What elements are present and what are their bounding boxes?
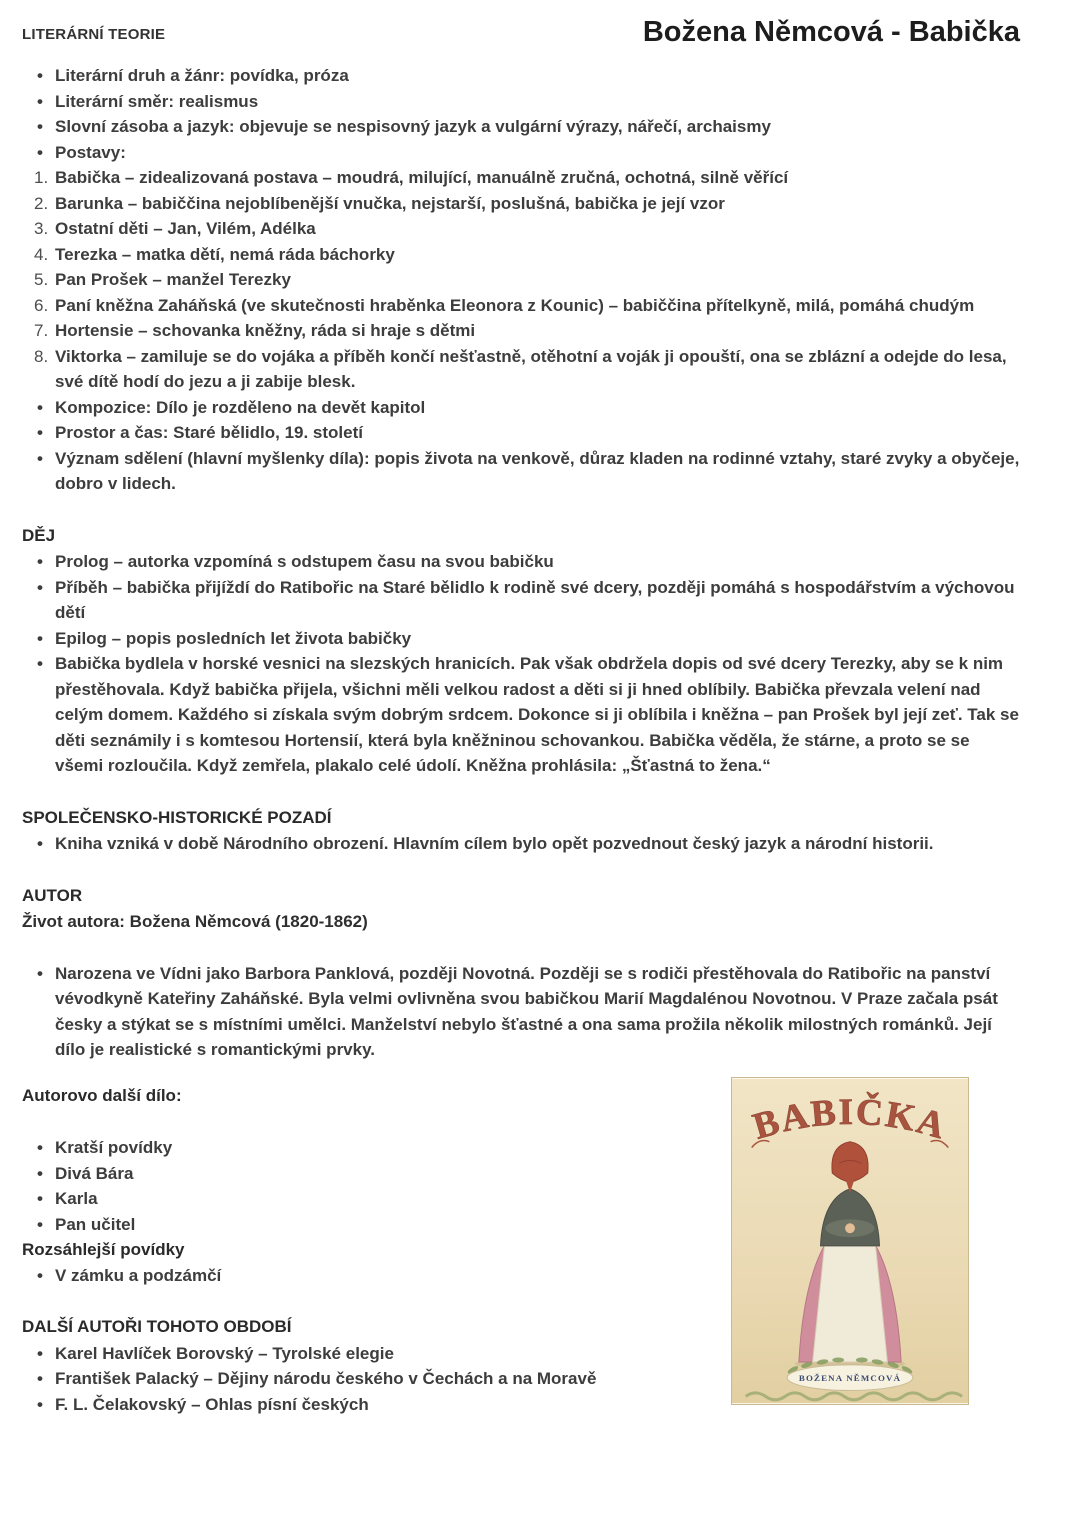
list-item: • Babička bydlela v horské vesnici na slezských hranicích. Pak však obdržela dopis od své dcery Terezky, aby se k nim přestěhovala. Když babička přijela, všichni měli velkou radost a děti si ji hned oblíbily. Babička převzala velení nad celým domem. Každého si získala svým dobrým srdcem. Dokonce si ji oblíbila i kněžna – pan Prošek byl její zeť. Tak se děti seznámily i s komtesou Hortensií, která byla kněžninou schovankou. Babička věděla, že stárne, a proto se se všemi rozloučila. Když zemřela, plakalo celé údolí. Kněžna prohlásila: „Šťastná to žena.“ [22, 651, 1020, 779]
numbered-item: Viktorka – zamiluje se do vojáka a příběh končí nešťastně, otěhotní a voják ji opouští, ona se zblázní a odejde do lesa, své dítě hodí do jezu a ji zabije blesk. [55, 346, 1007, 392]
list-item: • Prostor a čas: Staré bělidlo, 19. století [22, 420, 1020, 446]
list-item: • Prolog – autorka vzpomíná s odstupem času na svou babičku [22, 549, 1020, 575]
page-header [22, 16, 1020, 49]
teorie-bullet-list [22, 63, 1020, 165]
section-heading-dej: DĚJ [22, 525, 56, 545]
list-item: • V zámku a podzámčí [22, 1263, 1020, 1289]
teorie-bullet-list-bottom [22, 395, 1020, 497]
list-item: • Slovní zásoba a jazyk: objevuje se nespisovný jazyk a vulgární výrazy, nářečí, archaismy [22, 114, 1020, 140]
list-item: • Postavy: [22, 140, 1020, 166]
cover-author-text: BOŽENA NĚMCOVÁ [798, 1372, 902, 1383]
dilo-list [22, 1135, 1020, 1237]
numbered-item: Terezka – matka dětí, nemá ráda báchorky [55, 244, 395, 264]
list-item: • Význam sdělení (hlavní myšlenky díla): popis života na venkově, důraz kladen na rodinné vztahy, staré zvyky a obyčeje, dobro v lidech. [22, 446, 1020, 497]
list-item: • F. L. Čelakovský – Ohlas písní českých [22, 1392, 1020, 1418]
dilo-heading: Autorovo další dílo: [22, 1085, 182, 1105]
list-item: • Příběh – babička přijíždí do Ratibořic na Staré bělidlo k rodině své dcery, později pomáhá s hospodářstvím a výchovou dětí [22, 575, 1020, 626]
pozadi-bullet-list [22, 831, 1020, 857]
section-heading-dalsi: DALŠÍ AUTOŘI TOHOTO OBDOBÍ [22, 1317, 292, 1337]
dej-bullet-list [22, 549, 1020, 779]
list-item: • Divá Bára [22, 1161, 1020, 1187]
list-item: • Karel Havlíček Borovský – Tyrolské elegie [22, 1341, 1020, 1367]
numbered-item: Ostatní děti – Jan, Vilém, Adélka [55, 219, 316, 239]
dilo-sub-label: Rozsáhlejší povídky [22, 1240, 185, 1260]
numbered-item: Babička – zidealizovaná postava – moudrá, milující, manuálně zručná, ochotná, silně věřící [55, 168, 789, 188]
autor-subtitle: Život autora: Božena Němcová (1820-1862) [22, 912, 368, 932]
list-item: • Narozena ve Vídni jako Barbora Panklová, později Novotná. Později se s rodiči přestěhovala do Ratibořic na panství vévodkyně Kateřiny Zaháňské. Byla velmi ovlivněna svou babičkou Marií Magdalénou Novotnou. V Praze začala psát česky a stýkat se s místními umělci. Manželství nebylo šťastné a ona sama prožila několik milostných románků. Její dílo je realistické s romantickými prvky. [22, 961, 1020, 1063]
list-item: • Literární směr: realismus [22, 89, 1020, 115]
page-title: Božena Němcová - Babička [642, 16, 1020, 48]
list-item: • František Palacký – Dějiny národu českého v Čechách a na Moravě [22, 1366, 1020, 1392]
dalsi-bullet-list [22, 1341, 1020, 1418]
list-item: • Kniha vzniká v době Národního obrození. Hlavním cílem bylo opět pozvednout český jazyk a národní historii. [22, 831, 1020, 857]
section-heading-pozadi: SPOLEČENSKO-HISTORICKÉ POZADÍ [22, 807, 332, 827]
bottom-section [22, 1083, 1020, 1443]
list-item: • Kompozice: Dílo je rozděleno na devět kapitol [22, 395, 1020, 421]
list-item: • Pan učitel [22, 1212, 1020, 1238]
section-label: LITERÁRNÍ TEORIE [22, 26, 166, 43]
numbered-item: Hortensie – schovanka kněžny, ráda si hraje s dětmi [55, 321, 476, 341]
numbered-item: Paní kněžna Zaháňská (ve skutečnosti hraběnka Eleonora z Kounic) – babiččina přítelkyně, milá, pomáhá chudým [55, 295, 975, 315]
cover-title-text: BABIČKA [748, 1091, 952, 1148]
numbered-item: Barunka – babiččina nejoblíbenější vnučka, nejstarší, poslušná, babička je její vzor [55, 193, 725, 213]
numbered-item: Pan Prošek – manžel Terezky [55, 270, 291, 290]
list-item: • Epilog – popis posledních let života babičky [22, 626, 1020, 652]
list-item: • Kratší povídky [22, 1135, 1020, 1161]
list-item: • Literární druh a žánr: povídka, próza [22, 63, 1020, 89]
autor-bullet-list [22, 961, 1020, 1063]
section-heading-autor: AUTOR [22, 885, 83, 905]
dilo-sub-list [22, 1263, 1020, 1289]
list-item: • Karla [22, 1186, 1020, 1212]
postavy-numbered-list [22, 165, 1020, 395]
